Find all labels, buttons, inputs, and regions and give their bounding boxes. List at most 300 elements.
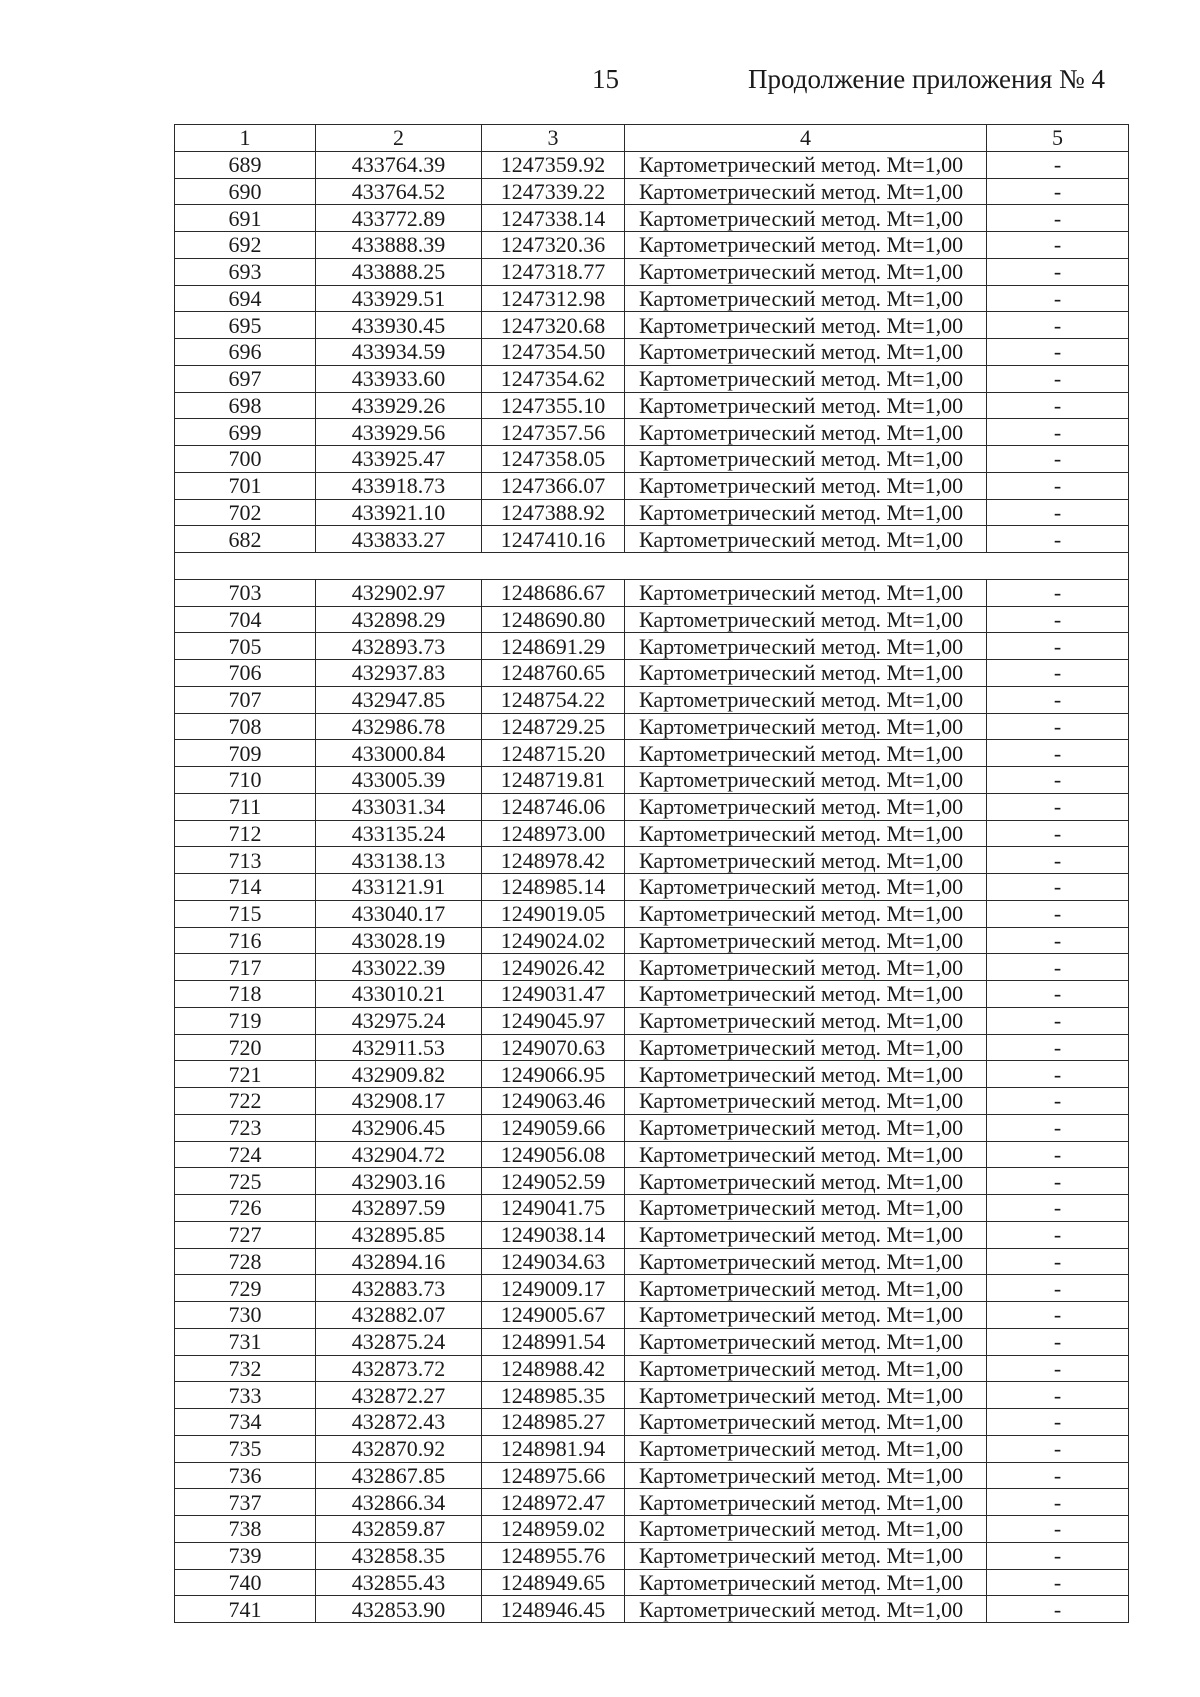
point-number-cell: 692 bbox=[175, 232, 316, 259]
y-coordinate-cell: 1248972.47 bbox=[482, 1489, 625, 1516]
y-coordinate-cell: 1248955.76 bbox=[482, 1542, 625, 1569]
point-number-cell: 713 bbox=[175, 847, 316, 874]
method-cell: Картометрический метод. Mt=1,00 bbox=[625, 713, 987, 740]
method-cell: Картометрический метод. Mt=1,00 bbox=[625, 1248, 987, 1275]
note-cell: - bbox=[987, 151, 1129, 178]
point-number-cell: 715 bbox=[175, 900, 316, 927]
x-coordinate-cell: 433929.26 bbox=[316, 392, 482, 419]
table-row bbox=[175, 1462, 1129, 1489]
table-row bbox=[175, 1088, 1129, 1115]
table-row bbox=[175, 1516, 1129, 1543]
table-row bbox=[175, 1007, 1129, 1034]
note-cell: - bbox=[987, 446, 1129, 473]
x-coordinate-cell: 432947.85 bbox=[316, 686, 482, 713]
note-cell: - bbox=[987, 713, 1129, 740]
y-coordinate-cell: 1248754.22 bbox=[482, 686, 625, 713]
point-number-cell: 741 bbox=[175, 1596, 316, 1623]
x-coordinate-cell: 433930.45 bbox=[316, 312, 482, 339]
method-cell: Картометрический метод. Mt=1,00 bbox=[625, 1328, 987, 1355]
table-row bbox=[175, 419, 1129, 446]
y-coordinate-cell: 1247388.92 bbox=[482, 499, 625, 526]
x-coordinate-cell: 433918.73 bbox=[316, 472, 482, 499]
point-number-cell: 682 bbox=[175, 526, 316, 553]
point-number-cell: 728 bbox=[175, 1248, 316, 1275]
x-coordinate-cell: 432866.34 bbox=[316, 1489, 482, 1516]
note-cell: - bbox=[987, 526, 1129, 553]
x-coordinate-cell: 432906.45 bbox=[316, 1114, 482, 1141]
point-number-cell: 736 bbox=[175, 1462, 316, 1489]
table-row bbox=[175, 1302, 1129, 1329]
y-coordinate-cell: 1247359.92 bbox=[482, 151, 625, 178]
x-coordinate-cell: 432858.35 bbox=[316, 1542, 482, 1569]
note-cell: - bbox=[987, 1542, 1129, 1569]
point-number-cell: 740 bbox=[175, 1569, 316, 1596]
point-number-cell: 730 bbox=[175, 1302, 316, 1329]
note-cell: - bbox=[987, 981, 1129, 1008]
y-coordinate-cell: 1248975.66 bbox=[482, 1462, 625, 1489]
y-coordinate-cell: 1248746.06 bbox=[482, 793, 625, 820]
y-coordinate-cell: 1248973.00 bbox=[482, 820, 625, 847]
x-coordinate-cell: 432937.83 bbox=[316, 660, 482, 687]
column-header: 5 bbox=[987, 125, 1129, 152]
y-coordinate-cell: 1247366.07 bbox=[482, 472, 625, 499]
table-header-row bbox=[175, 125, 1129, 152]
note-cell: - bbox=[987, 1088, 1129, 1115]
table-row bbox=[175, 1435, 1129, 1462]
point-number-cell: 729 bbox=[175, 1275, 316, 1302]
y-coordinate-cell: 1247320.68 bbox=[482, 312, 625, 339]
table-row bbox=[175, 606, 1129, 633]
point-number-cell: 689 bbox=[175, 151, 316, 178]
note-cell: - bbox=[987, 1382, 1129, 1409]
y-coordinate-cell: 1248715.20 bbox=[482, 740, 625, 767]
point-number-cell: 703 bbox=[175, 579, 316, 606]
point-number-cell: 719 bbox=[175, 1007, 316, 1034]
method-cell: Картометрический метод. Mt=1,00 bbox=[625, 1596, 987, 1623]
group-separator-row bbox=[175, 553, 1129, 580]
x-coordinate-cell: 433888.39 bbox=[316, 232, 482, 259]
method-cell: Картометрический метод. Mt=1,00 bbox=[625, 1569, 987, 1596]
table-row bbox=[175, 740, 1129, 767]
table-row bbox=[175, 258, 1129, 285]
point-number-cell: 732 bbox=[175, 1355, 316, 1382]
point-number-cell: 702 bbox=[175, 499, 316, 526]
note-cell: - bbox=[987, 312, 1129, 339]
x-coordinate-cell: 433925.47 bbox=[316, 446, 482, 473]
method-cell: Картометрический метод. Mt=1,00 bbox=[625, 1275, 987, 1302]
x-coordinate-cell: 432882.07 bbox=[316, 1302, 482, 1329]
method-cell: Картометрический метод. Mt=1,00 bbox=[625, 1141, 987, 1168]
table-row bbox=[175, 339, 1129, 366]
y-coordinate-cell: 1249038.14 bbox=[482, 1221, 625, 1248]
note-cell: - bbox=[987, 285, 1129, 312]
point-number-cell: 705 bbox=[175, 633, 316, 660]
x-coordinate-cell: 432873.72 bbox=[316, 1355, 482, 1382]
point-number-cell: 739 bbox=[175, 1542, 316, 1569]
x-coordinate-cell: 433040.17 bbox=[316, 900, 482, 927]
table-row bbox=[175, 1355, 1129, 1382]
x-coordinate-cell: 433010.21 bbox=[316, 981, 482, 1008]
point-number-cell: 717 bbox=[175, 954, 316, 981]
table-row bbox=[175, 713, 1129, 740]
note-cell: - bbox=[987, 1355, 1129, 1382]
method-cell: Картометрический метод. Mt=1,00 bbox=[625, 981, 987, 1008]
point-number-cell: 694 bbox=[175, 285, 316, 312]
method-cell: Картометрический метод. Mt=1,00 bbox=[625, 1409, 987, 1436]
table-row bbox=[175, 1168, 1129, 1195]
table-row bbox=[175, 392, 1129, 419]
point-number-cell: 718 bbox=[175, 981, 316, 1008]
point-number-cell: 737 bbox=[175, 1489, 316, 1516]
point-number-cell: 697 bbox=[175, 365, 316, 392]
method-cell: Картометрический метод. Mt=1,00 bbox=[625, 392, 987, 419]
column-header: 3 bbox=[482, 125, 625, 152]
method-cell: Картометрический метод. Mt=1,00 bbox=[625, 874, 987, 901]
x-coordinate-cell: 432872.27 bbox=[316, 1382, 482, 1409]
y-coordinate-cell: 1247354.50 bbox=[482, 339, 625, 366]
note-cell: - bbox=[987, 365, 1129, 392]
note-cell: - bbox=[987, 178, 1129, 205]
note-cell: - bbox=[987, 1596, 1129, 1623]
note-cell: - bbox=[987, 392, 1129, 419]
table-row bbox=[175, 1221, 1129, 1248]
table-row bbox=[175, 232, 1129, 259]
note-cell: - bbox=[987, 633, 1129, 660]
y-coordinate-cell: 1248991.54 bbox=[482, 1328, 625, 1355]
point-number-cell: 709 bbox=[175, 740, 316, 767]
note-cell: - bbox=[987, 1248, 1129, 1275]
y-coordinate-cell: 1249052.59 bbox=[482, 1168, 625, 1195]
method-cell: Картометрический метод. Mt=1,00 bbox=[625, 927, 987, 954]
method-cell: Картометрический метод. Mt=1,00 bbox=[625, 606, 987, 633]
y-coordinate-cell: 1248729.25 bbox=[482, 713, 625, 740]
x-coordinate-cell: 432853.90 bbox=[316, 1596, 482, 1623]
x-coordinate-cell: 432870.92 bbox=[316, 1435, 482, 1462]
x-coordinate-cell: 432908.17 bbox=[316, 1088, 482, 1115]
y-coordinate-cell: 1249031.47 bbox=[482, 981, 625, 1008]
table-row bbox=[175, 151, 1129, 178]
note-cell: - bbox=[987, 205, 1129, 232]
x-coordinate-cell: 433933.60 bbox=[316, 365, 482, 392]
y-coordinate-cell: 1247338.14 bbox=[482, 205, 625, 232]
y-coordinate-cell: 1248985.14 bbox=[482, 874, 625, 901]
y-coordinate-cell: 1248760.65 bbox=[482, 660, 625, 687]
note-cell: - bbox=[987, 258, 1129, 285]
point-number-cell: 721 bbox=[175, 1061, 316, 1088]
method-cell: Картометрический метод. Mt=1,00 bbox=[625, 472, 987, 499]
table-row bbox=[175, 285, 1129, 312]
table-row bbox=[175, 1542, 1129, 1569]
table-row bbox=[175, 874, 1129, 901]
x-coordinate-cell: 433135.24 bbox=[316, 820, 482, 847]
method-cell: Картометрический метод. Mt=1,00 bbox=[625, 1302, 987, 1329]
method-cell: Картометрический метод. Mt=1,00 bbox=[625, 1462, 987, 1489]
x-coordinate-cell: 432893.73 bbox=[316, 633, 482, 660]
method-cell: Картометрический метод. Mt=1,00 bbox=[625, 365, 987, 392]
y-coordinate-cell: 1248981.94 bbox=[482, 1435, 625, 1462]
method-cell: Картометрический метод. Mt=1,00 bbox=[625, 339, 987, 366]
point-number-cell: 696 bbox=[175, 339, 316, 366]
x-coordinate-cell: 432897.59 bbox=[316, 1195, 482, 1222]
coordinates-table bbox=[174, 124, 1129, 1623]
table-row bbox=[175, 1114, 1129, 1141]
method-cell: Картометрический метод. Mt=1,00 bbox=[625, 1114, 987, 1141]
y-coordinate-cell: 1247339.22 bbox=[482, 178, 625, 205]
note-cell: - bbox=[987, 419, 1129, 446]
table-row bbox=[175, 1596, 1129, 1623]
y-coordinate-cell: 1248988.42 bbox=[482, 1355, 625, 1382]
x-coordinate-cell: 432903.16 bbox=[316, 1168, 482, 1195]
y-coordinate-cell: 1249026.42 bbox=[482, 954, 625, 981]
x-coordinate-cell: 432909.82 bbox=[316, 1061, 482, 1088]
note-cell: - bbox=[987, 793, 1129, 820]
note-cell: - bbox=[987, 660, 1129, 687]
y-coordinate-cell: 1248959.02 bbox=[482, 1516, 625, 1543]
note-cell: - bbox=[987, 472, 1129, 499]
group-separator-cell bbox=[175, 553, 1129, 580]
table-row bbox=[175, 954, 1129, 981]
point-number-cell: 735 bbox=[175, 1435, 316, 1462]
x-coordinate-cell: 432872.43 bbox=[316, 1409, 482, 1436]
method-cell: Картометрический метод. Mt=1,00 bbox=[625, 419, 987, 446]
note-cell: - bbox=[987, 1034, 1129, 1061]
method-cell: Картометрический метод. Mt=1,00 bbox=[625, 820, 987, 847]
table-row bbox=[175, 900, 1129, 927]
y-coordinate-cell: 1249070.63 bbox=[482, 1034, 625, 1061]
x-coordinate-cell: 433138.13 bbox=[316, 847, 482, 874]
point-number-cell: 723 bbox=[175, 1114, 316, 1141]
point-number-cell: 700 bbox=[175, 446, 316, 473]
method-cell: Картометрический метод. Mt=1,00 bbox=[625, 579, 987, 606]
point-number-cell: 731 bbox=[175, 1328, 316, 1355]
method-cell: Картометрический метод. Mt=1,00 bbox=[625, 232, 987, 259]
point-number-cell: 727 bbox=[175, 1221, 316, 1248]
table-row bbox=[175, 178, 1129, 205]
table-row bbox=[175, 1248, 1129, 1275]
table-row bbox=[175, 205, 1129, 232]
x-coordinate-cell: 433934.59 bbox=[316, 339, 482, 366]
y-coordinate-cell: 1249041.75 bbox=[482, 1195, 625, 1222]
y-coordinate-cell: 1248719.81 bbox=[482, 767, 625, 794]
note-cell: - bbox=[987, 579, 1129, 606]
y-coordinate-cell: 1249059.66 bbox=[482, 1114, 625, 1141]
table-row bbox=[175, 981, 1129, 1008]
method-cell: Картометрический метод. Mt=1,00 bbox=[625, 660, 987, 687]
table-row bbox=[175, 820, 1129, 847]
method-cell: Картометрический метод. Mt=1,00 bbox=[625, 1168, 987, 1195]
point-number-cell: 714 bbox=[175, 874, 316, 901]
point-number-cell: 722 bbox=[175, 1088, 316, 1115]
note-cell: - bbox=[987, 606, 1129, 633]
point-number-cell: 712 bbox=[175, 820, 316, 847]
point-number-cell: 738 bbox=[175, 1516, 316, 1543]
x-coordinate-cell: 433028.19 bbox=[316, 927, 482, 954]
method-cell: Картометрический метод. Mt=1,00 bbox=[625, 1061, 987, 1088]
y-coordinate-cell: 1247358.05 bbox=[482, 446, 625, 473]
x-coordinate-cell: 433888.25 bbox=[316, 258, 482, 285]
note-cell: - bbox=[987, 874, 1129, 901]
method-cell: Картометрический метод. Mt=1,00 bbox=[625, 900, 987, 927]
y-coordinate-cell: 1249063.46 bbox=[482, 1088, 625, 1115]
note-cell: - bbox=[987, 954, 1129, 981]
note-cell: - bbox=[987, 820, 1129, 847]
x-coordinate-cell: 432883.73 bbox=[316, 1275, 482, 1302]
note-cell: - bbox=[987, 1462, 1129, 1489]
table-row bbox=[175, 499, 1129, 526]
note-cell: - bbox=[987, 1275, 1129, 1302]
table-body bbox=[175, 151, 1129, 1622]
method-cell: Картометрический метод. Mt=1,00 bbox=[625, 178, 987, 205]
note-cell: - bbox=[987, 740, 1129, 767]
point-number-cell: 693 bbox=[175, 258, 316, 285]
x-coordinate-cell: 433121.91 bbox=[316, 874, 482, 901]
point-number-cell: 725 bbox=[175, 1168, 316, 1195]
note-cell: - bbox=[987, 1221, 1129, 1248]
note-cell: - bbox=[987, 847, 1129, 874]
note-cell: - bbox=[987, 900, 1129, 927]
point-number-cell: 706 bbox=[175, 660, 316, 687]
table-row bbox=[175, 1569, 1129, 1596]
y-coordinate-cell: 1247357.56 bbox=[482, 419, 625, 446]
method-cell: Картометрический метод. Mt=1,00 bbox=[625, 793, 987, 820]
method-cell: Картометрический метод. Mt=1,00 bbox=[625, 285, 987, 312]
y-coordinate-cell: 1249024.02 bbox=[482, 927, 625, 954]
x-coordinate-cell: 432904.72 bbox=[316, 1141, 482, 1168]
y-coordinate-cell: 1248978.42 bbox=[482, 847, 625, 874]
note-cell: - bbox=[987, 1302, 1129, 1329]
x-coordinate-cell: 432986.78 bbox=[316, 713, 482, 740]
point-number-cell: 708 bbox=[175, 713, 316, 740]
method-cell: Картометрический метод. Mt=1,00 bbox=[625, 1489, 987, 1516]
method-cell: Картометрический метод. Mt=1,00 bbox=[625, 1542, 987, 1569]
table-row bbox=[175, 1409, 1129, 1436]
method-cell: Картометрический метод. Mt=1,00 bbox=[625, 1355, 987, 1382]
method-cell: Картометрический метод. Mt=1,00 bbox=[625, 446, 987, 473]
x-coordinate-cell: 433921.10 bbox=[316, 499, 482, 526]
table-row bbox=[175, 686, 1129, 713]
point-number-cell: 710 bbox=[175, 767, 316, 794]
table-row bbox=[175, 793, 1129, 820]
x-coordinate-cell: 432875.24 bbox=[316, 1328, 482, 1355]
continuation-title: Продолжение приложения № 4 bbox=[748, 64, 1106, 94]
x-coordinate-cell: 432895.85 bbox=[316, 1221, 482, 1248]
method-cell: Картометрический метод. Mt=1,00 bbox=[625, 526, 987, 553]
x-coordinate-cell: 433929.51 bbox=[316, 285, 482, 312]
point-number-cell: 720 bbox=[175, 1034, 316, 1061]
x-coordinate-cell: 433000.84 bbox=[316, 740, 482, 767]
method-cell: Картометрический метод. Mt=1,00 bbox=[625, 1221, 987, 1248]
point-number-cell: 726 bbox=[175, 1195, 316, 1222]
y-coordinate-cell: 1249019.05 bbox=[482, 900, 625, 927]
x-coordinate-cell: 432859.87 bbox=[316, 1516, 482, 1543]
table-row bbox=[175, 1328, 1129, 1355]
method-cell: Картометрический метод. Mt=1,00 bbox=[625, 1382, 987, 1409]
y-coordinate-cell: 1247318.77 bbox=[482, 258, 625, 285]
method-cell: Картометрический метод. Mt=1,00 bbox=[625, 312, 987, 339]
note-cell: - bbox=[987, 232, 1129, 259]
note-cell: - bbox=[987, 1061, 1129, 1088]
x-coordinate-cell: 432894.16 bbox=[316, 1248, 482, 1275]
point-number-cell: 716 bbox=[175, 927, 316, 954]
note-cell: - bbox=[987, 499, 1129, 526]
method-cell: Картометрический метод. Mt=1,00 bbox=[625, 1088, 987, 1115]
x-coordinate-cell: 432902.97 bbox=[316, 579, 482, 606]
method-cell: Картометрический метод. Mt=1,00 bbox=[625, 686, 987, 713]
column-header: 4 bbox=[625, 125, 987, 152]
table-row bbox=[175, 1382, 1129, 1409]
note-cell: - bbox=[987, 1409, 1129, 1436]
point-number-cell: 711 bbox=[175, 793, 316, 820]
method-cell: Картометрический метод. Mt=1,00 bbox=[625, 1435, 987, 1462]
note-cell: - bbox=[987, 767, 1129, 794]
x-coordinate-cell: 433772.89 bbox=[316, 205, 482, 232]
note-cell: - bbox=[987, 1489, 1129, 1516]
note-cell: - bbox=[987, 1114, 1129, 1141]
table-row bbox=[175, 847, 1129, 874]
x-coordinate-cell: 433031.34 bbox=[316, 793, 482, 820]
x-coordinate-cell: 433833.27 bbox=[316, 526, 482, 553]
y-coordinate-cell: 1247355.10 bbox=[482, 392, 625, 419]
table-row bbox=[175, 633, 1129, 660]
table-row bbox=[175, 1034, 1129, 1061]
table-row bbox=[175, 1141, 1129, 1168]
x-coordinate-cell: 433764.39 bbox=[316, 151, 482, 178]
note-cell: - bbox=[987, 1195, 1129, 1222]
point-number-cell: 733 bbox=[175, 1382, 316, 1409]
point-number-cell: 724 bbox=[175, 1141, 316, 1168]
point-number-cell: 691 bbox=[175, 205, 316, 232]
x-coordinate-cell: 432898.29 bbox=[316, 606, 482, 633]
note-cell: - bbox=[987, 1328, 1129, 1355]
y-coordinate-cell: 1247320.36 bbox=[482, 232, 625, 259]
note-cell: - bbox=[987, 1516, 1129, 1543]
table-row bbox=[175, 472, 1129, 499]
point-number-cell: 701 bbox=[175, 472, 316, 499]
x-coordinate-cell: 432911.53 bbox=[316, 1034, 482, 1061]
table-row bbox=[175, 927, 1129, 954]
method-cell: Картометрический метод. Mt=1,00 bbox=[625, 151, 987, 178]
note-cell: - bbox=[987, 927, 1129, 954]
y-coordinate-cell: 1249045.97 bbox=[482, 1007, 625, 1034]
table-row bbox=[175, 1061, 1129, 1088]
y-coordinate-cell: 1249009.17 bbox=[482, 1275, 625, 1302]
note-cell: - bbox=[987, 1168, 1129, 1195]
note-cell: - bbox=[987, 1007, 1129, 1034]
x-coordinate-cell: 433764.52 bbox=[316, 178, 482, 205]
method-cell: Картометрический метод. Mt=1,00 bbox=[625, 205, 987, 232]
x-coordinate-cell: 432867.85 bbox=[316, 1462, 482, 1489]
point-number-cell: 699 bbox=[175, 419, 316, 446]
y-coordinate-cell: 1248946.45 bbox=[482, 1596, 625, 1623]
y-coordinate-cell: 1247312.98 bbox=[482, 285, 625, 312]
y-coordinate-cell: 1247354.62 bbox=[482, 365, 625, 392]
note-cell: - bbox=[987, 1569, 1129, 1596]
method-cell: Картометрический метод. Mt=1,00 bbox=[625, 954, 987, 981]
table-row bbox=[175, 1489, 1129, 1516]
point-number-cell: 690 bbox=[175, 178, 316, 205]
page-number: 15 bbox=[592, 64, 619, 94]
x-coordinate-cell: 433929.56 bbox=[316, 419, 482, 446]
point-number-cell: 704 bbox=[175, 606, 316, 633]
method-cell: Картометрический метод. Mt=1,00 bbox=[625, 1007, 987, 1034]
point-number-cell: 707 bbox=[175, 686, 316, 713]
table-row bbox=[175, 579, 1129, 606]
table-row bbox=[175, 660, 1129, 687]
y-coordinate-cell: 1248985.35 bbox=[482, 1382, 625, 1409]
table-row bbox=[175, 767, 1129, 794]
y-coordinate-cell: 1249034.63 bbox=[482, 1248, 625, 1275]
table-row bbox=[175, 446, 1129, 473]
